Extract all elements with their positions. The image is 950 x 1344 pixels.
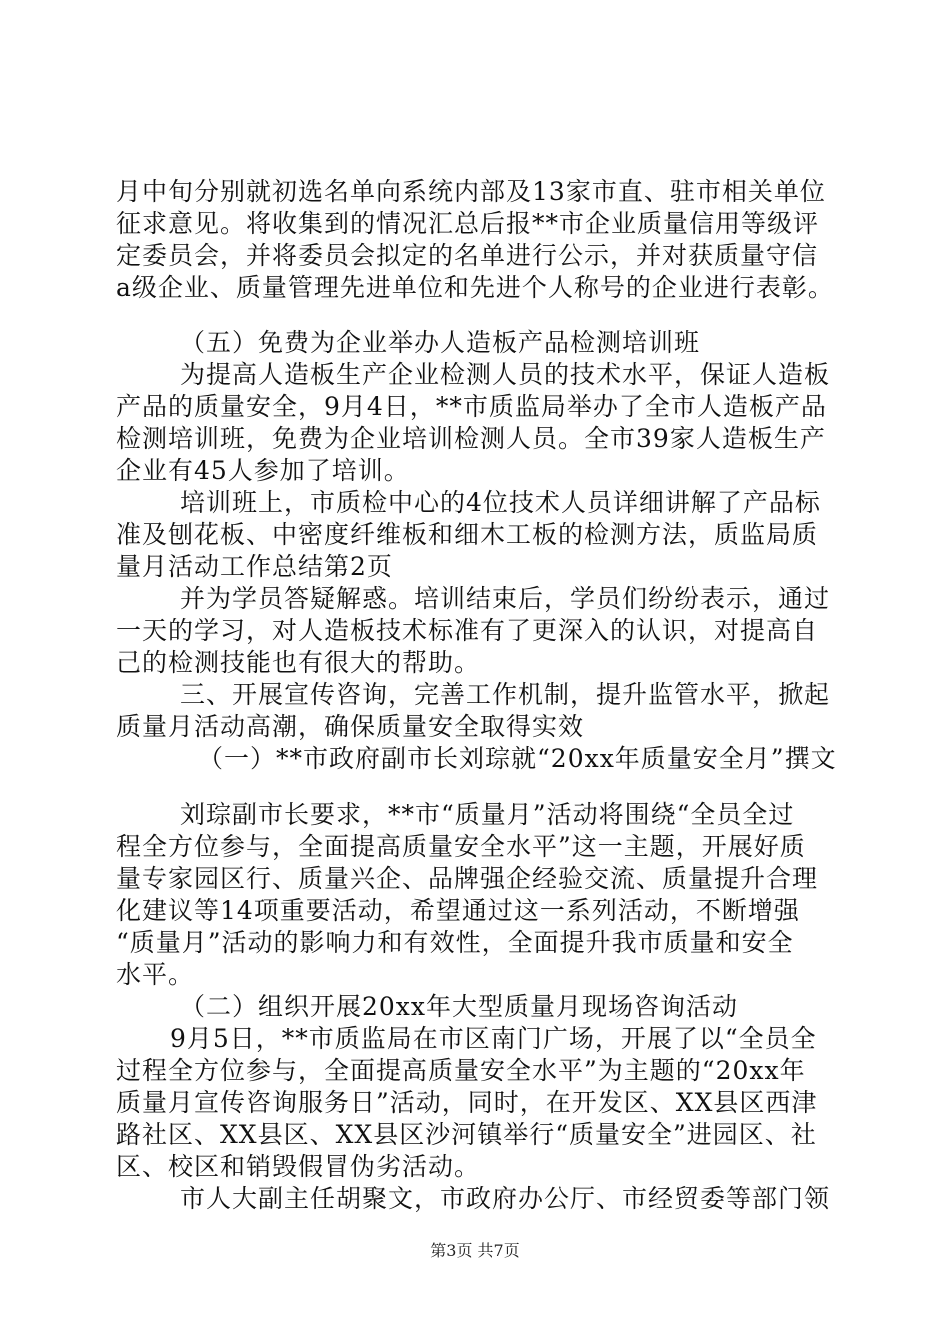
text-line: 刘琮副市长要求，**市“质量月”活动将围绕“全员全过 xyxy=(180,800,795,829)
text-line: 质量月宣传咨询服务日”活动，同时，在开发区、XX县区西津 xyxy=(116,1088,818,1117)
text-line: 征求意见。将收集到的情况汇总后报**市企业质量信用等级评 xyxy=(116,209,820,238)
text-line: 量专家园区行、质量兴企、品牌强企经验交流、质量提升合理 xyxy=(116,864,819,893)
text-line: 并为学员答疑解惑。培训结束后，学员们纷纷表示，通过 xyxy=(180,584,831,613)
text-line: a级企业、质量管理先进单位和先进个人称号的企业进行表彰。 xyxy=(116,273,834,302)
text-line: 企业有45人参加了培训。 xyxy=(116,456,410,485)
text-line: 9月5日，**市质监局在市区南门广场，开展了以“全员全 xyxy=(170,1024,817,1053)
section-heading: （五）免费为企业举办人造板产品检测培训班 xyxy=(180,328,701,357)
text-line: 一天的学习，对人造板技术标准有了更深入的认识，对提高自 xyxy=(116,616,819,645)
text-line: “质量月”活动的影响力和有效性，全面提升我市质量和安全 xyxy=(116,928,794,957)
section-heading: （二）组织开展20xx年大型质量月现场咨询活动 xyxy=(180,992,739,1021)
text-line: 量月活动工作总结第2页 xyxy=(116,552,393,581)
section-heading: 三、开展宣传咨询，完善工作机制，提升监管水平，掀起 xyxy=(180,680,831,709)
section-heading: 质量月活动高潮，确保质量安全取得实效 xyxy=(116,712,585,741)
text-line: 过程全方位参与，全面提高质量安全水平”为主题的“20xx年 xyxy=(116,1056,806,1085)
text-line: 化建议等14项重要活动，希望通过这一系列活动，不断增强 xyxy=(116,896,800,925)
text-line: 培训班上，市质检中心的4位技术人员详细讲解了产品标 xyxy=(180,488,821,517)
section-heading: （一）**市政府副市长刘琮就“20xx年质量安全月”撰文 xyxy=(198,744,837,773)
text-line: 检测培训班，免费为企业培训检测人员。全市39家人造板生产 xyxy=(116,424,826,453)
text-line: 路社区、XX县区、XX县区沙河镇举行“质量安全”进园区、社 xyxy=(116,1120,817,1149)
text-line: 区、校区和销毁假冒伪劣活动。 xyxy=(116,1152,481,1181)
page-footer: 第3页 共7页 xyxy=(430,1241,520,1260)
text-line: 为提高人造板生产企业检测人员的技术水平，保证人造板 xyxy=(180,360,831,389)
text-line: 定委员会，并将委员会拟定的名单进行公示，并对获质量守信 xyxy=(116,241,819,270)
text-line: 月中旬分别就初选名单向系统内部及13家市直、驻市相关单位 xyxy=(116,177,826,206)
text-line: 己的检测技能也有很大的帮助。 xyxy=(116,648,481,677)
text-line: 市人大副主任胡聚文，市政府办公厅、市经贸委等部门领 xyxy=(180,1184,831,1213)
text-line: 程全方位参与，全面提高质量安全水平”这一主题，开展好质 xyxy=(116,832,806,861)
text-line: 产品的质量安全，9月4日，**市质监局举办了全市人造板产品 xyxy=(116,392,827,421)
text-line: 水平。 xyxy=(116,960,195,989)
text-line: 准及刨花板、中密度纤维板和细木工板的检测方法，质监局质 xyxy=(116,520,819,549)
